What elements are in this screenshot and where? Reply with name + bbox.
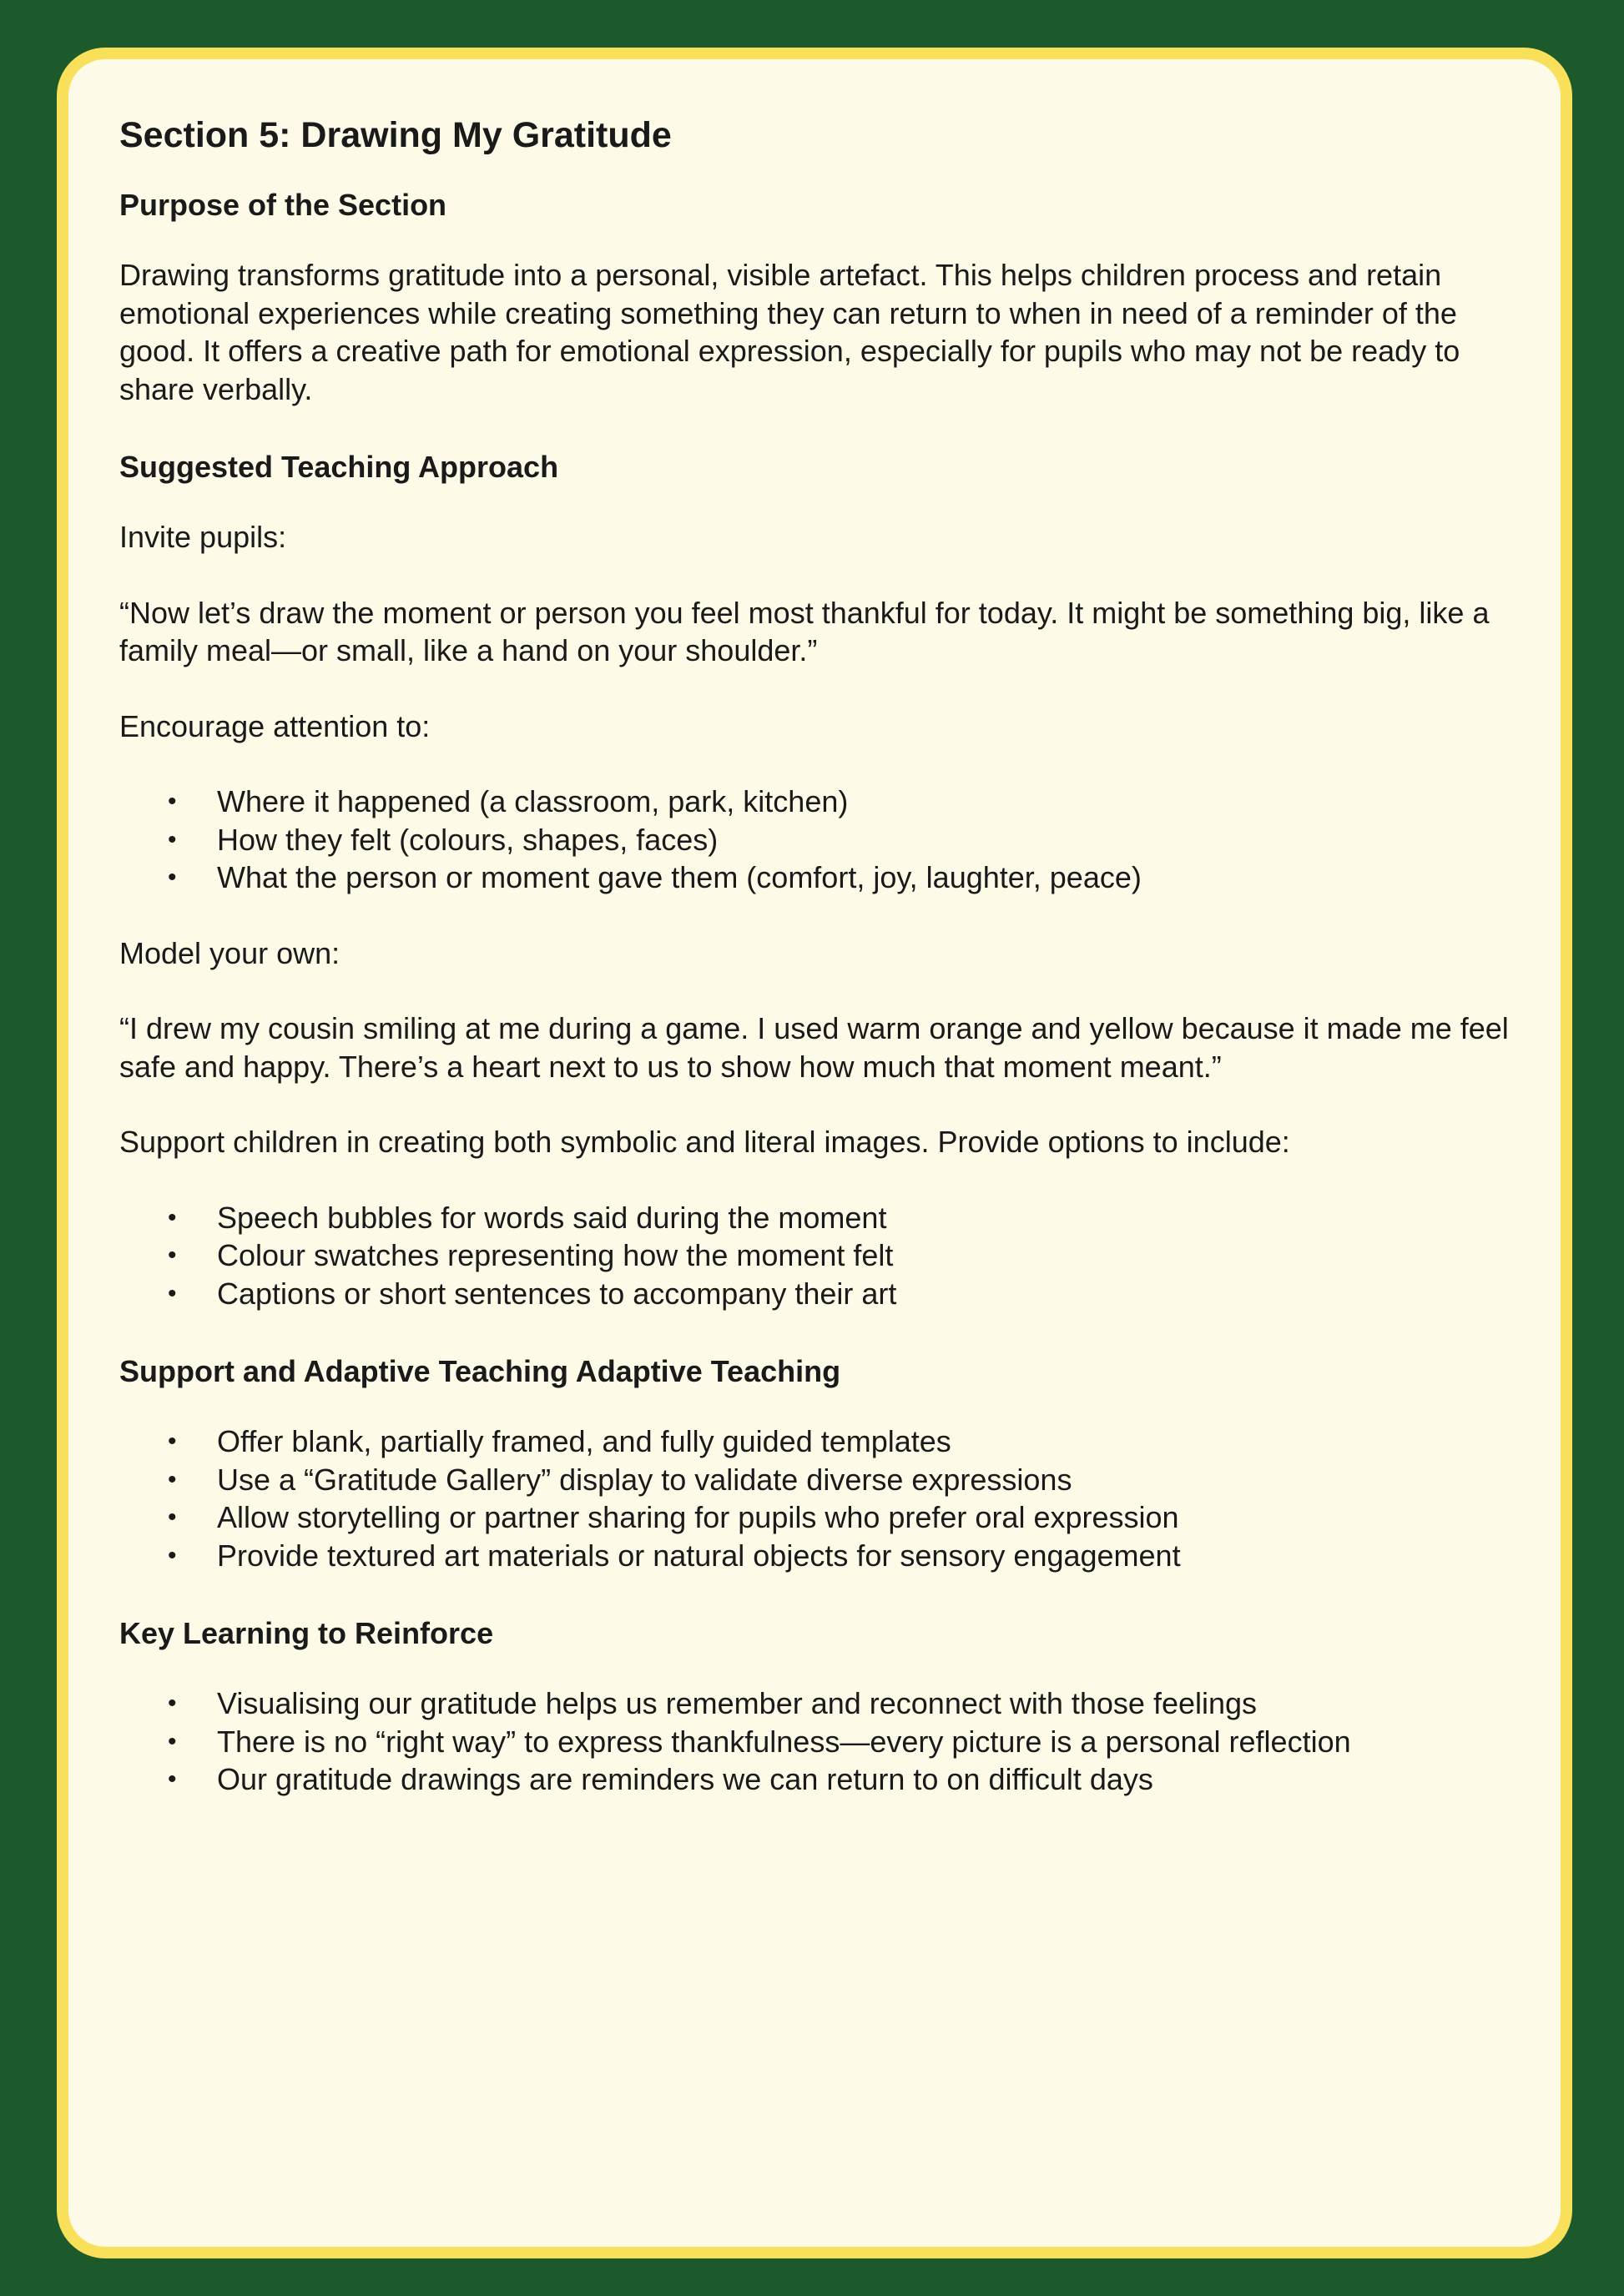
list-item-text: Colour swatches representing how the moment felt [217,1238,894,1272]
list-item-text: Use a “Gratitude Gallery” display to validate diverse expressions [217,1462,1072,1497]
list-item-text: How they felt (colours, shapes, faces) [217,822,719,857]
bullet-icon: • [168,1541,177,1569]
model-label: Model your own: [119,935,340,970]
list-item [119,1498,1521,1537]
adaptive-heading: Support and Adaptive Teaching Adaptive Teaching [119,1354,841,1388]
bullet-icon: • [168,864,177,891]
bullet-icon: • [168,1203,177,1231]
list-item-text: Offer blank, partially framed, and fully guided templates [217,1424,951,1458]
section-title: Section 5: Drawing My Gratitude [119,115,672,155]
support-list [119,1199,1521,1313]
list-item [119,1537,1521,1575]
bullet-icon: • [168,1765,177,1793]
purpose-heading: Purpose of the Section [119,188,447,222]
list-item-text: Speech bubbles for words said during the moment [217,1200,887,1235]
list-item [119,1760,1521,1799]
model-quote: “I drew my cousin smiling at me during a game. I used warm orange and yellow because it made me feel safe and happy. There’s a heart next to us to show how much that moment meant.” [119,1011,1509,1084]
list-item [119,1723,1521,1761]
adaptive-list [119,1422,1521,1574]
list-item [119,1236,1521,1275]
key-learning-heading: Key Learning to Reinforce [119,1616,494,1650]
list-item-text: Visualising our gratitude helps us remember and reconnect with those feelings [217,1686,1258,1720]
list-item [119,858,1521,897]
bullet-icon: • [168,1727,177,1755]
document-content [119,108,1521,1799]
bullet-icon: • [168,825,177,853]
bullet-icon: • [168,1241,177,1269]
list-item-text: Where it happened (a classroom, park, kitchen) [217,784,849,818]
list-item [119,1422,1521,1461]
invite-label: Invite pupils: [119,520,287,554]
list-item [119,1275,1521,1313]
list-item-text: There is no “right way” to express thankfulness—every picture is a personal reflection [217,1724,1351,1759]
support-text: Support children in creating both symbolic and literal images. Provide options to include: [119,1125,1290,1159]
bullet-icon: • [168,1503,177,1531]
bullet-icon: • [168,1279,177,1307]
approach-heading: Suggested Teaching Approach [119,450,559,484]
bullet-icon: • [168,788,177,815]
bullet-icon: • [168,1689,177,1717]
bullet-icon: • [168,1427,177,1455]
list-item-text: Allow storytelling or partner sharing for pupils who prefer oral expression [217,1500,1179,1534]
list-item [119,1684,1521,1723]
encourage-label: Encourage attention to: [119,708,431,743]
encourage-list [119,783,1521,897]
list-item-text: What the person or moment gave them (comfort, joy, laughter, peace) [217,860,1142,894]
key-learning-list [119,1684,1521,1799]
list-item [119,1199,1521,1237]
list-item-text: Our gratitude drawings are reminders we can return to on difficult days [217,1762,1153,1796]
invite-quote: “Now let’s draw the moment or person you feel most thankful for today. It might be something big, like a family meal—or small, like a hand on your shoulder.” [119,595,1490,667]
bullet-icon: • [168,1465,177,1493]
list-item [119,1461,1521,1499]
list-item-text: Provide textured art materials or natural objects for sensory engagement [217,1538,1181,1573]
purpose-text: Drawing transforms gratitude into a personal, visible artefact. This helps children process and retain emotional experiences while creating something they can return to when in need of a reminder of the good. It offers a creative path for emotional expression, especially for pupils who may not be ready to share verbally. [119,258,1460,406]
list-item [119,783,1521,821]
list-item [119,821,1521,859]
list-item-text: Captions or short sentences to accompany their art [217,1276,897,1311]
